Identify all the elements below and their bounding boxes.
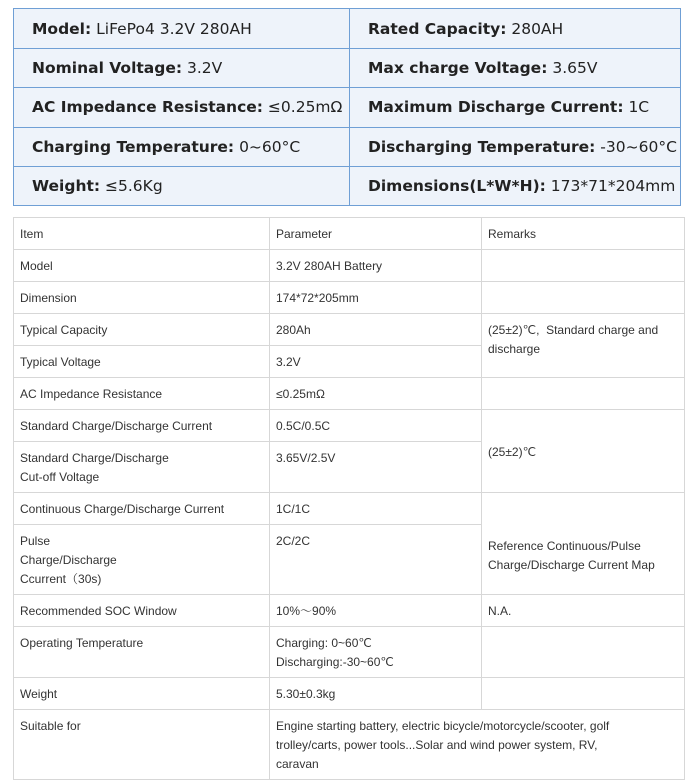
item-line: Standard Charge/Discharge (20, 451, 169, 465)
spec-label: Model: (32, 19, 92, 38)
item-cell: Typical Capacity (14, 314, 270, 346)
param-cell: 1C/1C (270, 493, 482, 525)
remark-cell (482, 410, 685, 493)
spec-value: 173*71*204mm (545, 176, 676, 195)
param-cell: 2C/2C (270, 525, 482, 595)
param-line: Charging: 0~60℃ (276, 636, 372, 650)
spec-model (32, 9, 252, 48)
item-line: Cut-off Voltage (20, 470, 100, 484)
param-line: Discharging:-30~60℃ (276, 655, 394, 669)
remark-cell (482, 282, 685, 314)
remark-cell (482, 678, 685, 710)
spec-rated-capacity (368, 9, 563, 48)
spec-ac-impedance (32, 87, 342, 126)
spec-value: 0~60°C (234, 137, 301, 156)
parameter-table (13, 217, 685, 780)
spec-label: Max charge Voltage: (368, 58, 548, 77)
remark-line: Charge/Discharge Current Map (488, 558, 655, 572)
param-cell (270, 710, 685, 780)
item-cell: Model (14, 250, 270, 282)
spec-label: Discharging Temperature: (368, 137, 596, 156)
spec-discharging-temperature (368, 127, 677, 166)
spec-value: ≤5.6Kg (100, 176, 163, 195)
spec-dimensions (368, 166, 675, 205)
remark-cell (482, 314, 685, 378)
param-line: caravan (276, 757, 319, 771)
remark-cell (482, 378, 685, 410)
spec-divider-vertical (349, 9, 350, 205)
item-cell: Typical Voltage (14, 346, 270, 378)
spec-value: LiFePo4 3.2V 280AH (91, 19, 252, 38)
table-row (14, 250, 685, 282)
table-row (14, 627, 685, 678)
spec-value: 3.2V (182, 58, 223, 77)
item-cell: Suitable for (14, 710, 270, 780)
spec-weight (32, 166, 163, 205)
param-cell: 3.65V/2.5V (270, 442, 482, 493)
spec-max-discharge-current (368, 87, 649, 126)
table-row (14, 678, 685, 710)
param-cell: 280Ah (270, 314, 482, 346)
item-line: Ccurrent（30s) (20, 572, 102, 586)
remark-text: (25±2)℃, Standard charge and discharge (488, 323, 662, 356)
table-header-row (14, 218, 685, 250)
spec-value: 3.65V (547, 58, 598, 77)
item-cell: Weight (14, 678, 270, 710)
spec-label: Charging Temperature: (32, 137, 235, 156)
table-row (14, 595, 685, 627)
item-cell: Continuous Charge/Discharge Current (14, 493, 270, 525)
spec-max-charge-voltage (368, 48, 597, 87)
table-row (14, 282, 685, 314)
param-line: Engine starting battery, electric bicycle/motorcycle/scooter, golf (276, 719, 610, 733)
spec-label: Rated Capacity: (368, 19, 507, 38)
param-cell (270, 627, 482, 678)
item-cell: Recommended SOC Window (14, 595, 270, 627)
header-remarks: Remarks (482, 218, 685, 250)
spec-label: AC Impedance Resistance: (32, 97, 263, 116)
item-line: Pulse (20, 534, 51, 548)
table-row (14, 378, 685, 410)
header-parameter: Parameter (270, 218, 482, 250)
spec-label: Weight: (32, 176, 101, 195)
spec-value: ≤0.25mΩ (263, 97, 343, 116)
param-cell: 3.2V (270, 346, 482, 378)
item-cell: AC Impedance Resistance (14, 378, 270, 410)
item-cell: Standard Charge/Discharge Current (14, 410, 270, 442)
param-cell: 174*72*205mm (270, 282, 482, 314)
spec-summary-box (13, 8, 681, 206)
remark-text: (25±2)℃ (488, 444, 537, 459)
item-cell: Dimension (14, 282, 270, 314)
spec-label: Maximum Discharge Current: (368, 97, 624, 116)
item-cell (14, 525, 270, 595)
spec-nominal-voltage (32, 48, 222, 87)
spec-value: -30~60°C (595, 137, 677, 156)
table-row (14, 410, 685, 442)
spec-label: Dimensions(L*W*H): (368, 176, 546, 195)
remark-cell: N.A. (482, 595, 685, 627)
header-item: Item (14, 218, 270, 250)
param-cell: ≤0.25mΩ (270, 378, 482, 410)
item-cell (14, 442, 270, 493)
param-cell: 5.30±0.3kg (270, 678, 482, 710)
item-line: Charge/Discharge (20, 553, 117, 567)
param-cell: 0.5C/0.5C (270, 410, 482, 442)
table-row (14, 314, 685, 346)
spec-value: 280AH (506, 19, 564, 38)
item-cell: Operating Temperature (14, 627, 270, 678)
remark-line: Reference Continuous/Pulse (488, 539, 641, 553)
table-row (14, 493, 685, 525)
remark-cell (482, 627, 685, 678)
param-cell: 3.2V 280AH Battery (270, 250, 482, 282)
param-line: trolley/carts, power tools...Solar and wind power system, RV, (276, 738, 598, 752)
spec-value: 1C (623, 97, 650, 116)
table-row (14, 710, 685, 780)
param-cell: 10%～90% (270, 595, 482, 627)
remark-cell (482, 493, 685, 595)
spec-charging-temperature (32, 127, 300, 166)
spec-label: Nominal Voltage: (32, 58, 183, 77)
remark-cell (482, 250, 685, 282)
